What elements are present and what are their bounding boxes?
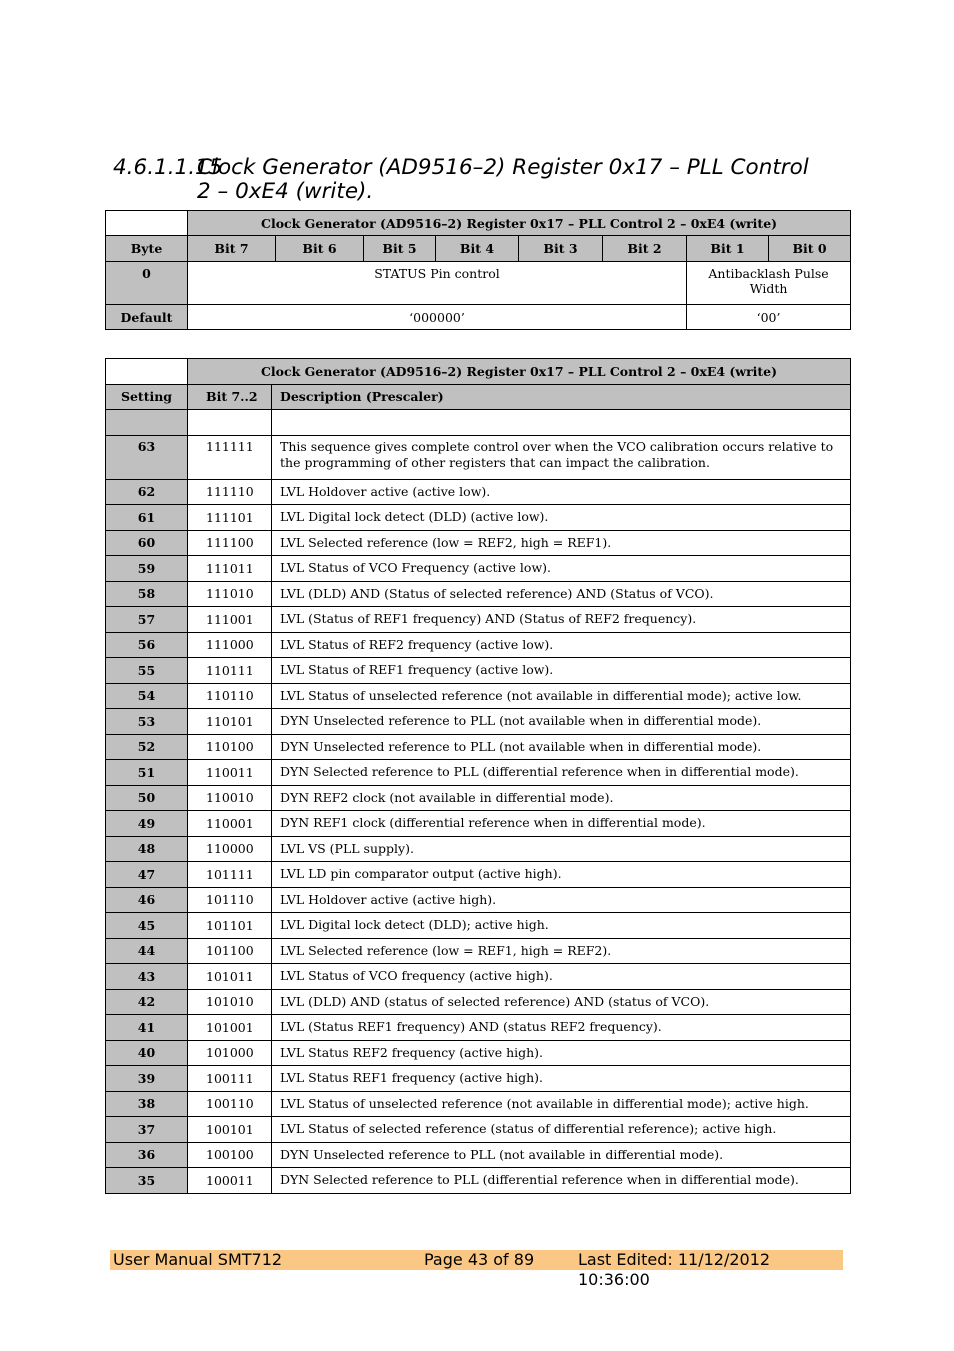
setting-value: 52 (106, 734, 188, 760)
description-text: LVL VS (PLL supply). (272, 836, 851, 862)
bit-header: Bit 4 (436, 236, 519, 262)
bits-header: Bit 7..2 (188, 384, 272, 410)
setting-value: 53 (106, 709, 188, 735)
setting-value: 57 (106, 607, 188, 633)
setting-value: 43 (106, 964, 188, 990)
footer-manual-name: User Manual SMT712 (113, 1250, 283, 1269)
bit-header: Bit 2 (603, 236, 687, 262)
footer-page-number: Page 43 of 89 (424, 1250, 535, 1269)
blank-corner-cell (106, 359, 188, 385)
description-text: DYN Selected reference to PLL (differential reference when in differential mode). (272, 1168, 851, 1194)
status-pin-control-field: STATUS Pin control (188, 262, 687, 305)
description-text: LVL (Status REF1 frequency) AND (status REF2 frequency). (272, 1015, 851, 1041)
empty-cell (188, 410, 272, 436)
bit-pattern: 111000 (188, 632, 272, 658)
description-text: DYN Unselected reference to PLL (not available when in differential mode). (272, 734, 851, 760)
antibacklash-field: Antibacklash Pulse Width (687, 262, 851, 305)
setting-value: 40 (106, 1040, 188, 1066)
section-number: 4.6.1.1.15 (113, 155, 223, 180)
table-row (106, 913, 851, 939)
bit-pattern: 101110 (188, 887, 272, 913)
table-row (106, 760, 851, 786)
setting-value: 59 (106, 556, 188, 582)
setting-header: Setting (106, 384, 188, 410)
bit-pattern: 101111 (188, 862, 272, 888)
setting-value: 42 (106, 989, 188, 1015)
description-text: LVL Status of VCO Frequency (active low). (272, 556, 851, 582)
bit-pattern: 110101 (188, 709, 272, 735)
footer-last-edited: Last Edited: 11/12/2012 10:36:00 (578, 1250, 771, 1289)
table-row (106, 785, 851, 811)
description-text: LVL Status of REF1 frequency (active low). (272, 658, 851, 684)
table-row (106, 1142, 851, 1168)
table-row (106, 1168, 851, 1194)
bit-pattern: 111110 (188, 479, 272, 505)
bit-pattern: 110111 (188, 658, 272, 684)
table-row (106, 836, 851, 862)
bit-header: Bit 7 (188, 236, 276, 262)
default-label: Default (106, 305, 188, 330)
table-row (106, 530, 851, 556)
setting-value: 61 (106, 505, 188, 531)
description-text: LVL Holdover active (active low). (272, 479, 851, 505)
bit-header: Bit 5 (364, 236, 436, 262)
table-row (106, 556, 851, 582)
table-row (106, 581, 851, 607)
setting-value: 41 (106, 1015, 188, 1041)
setting-value: 60 (106, 530, 188, 556)
description-text: LVL Status REF1 frequency (active high). (272, 1066, 851, 1092)
description-text: LVL Status of REF2 frequency (active low). (272, 632, 851, 658)
table-row (106, 734, 851, 760)
empty-cell (272, 410, 851, 436)
setting-value: 62 (106, 479, 188, 505)
setting-value: 37 (106, 1117, 188, 1143)
bit-pattern: 110110 (188, 683, 272, 709)
empty-setting-cell (106, 410, 188, 436)
description-text: LVL Selected reference (low = REF1, high = REF2). (272, 938, 851, 964)
description-text: This sequence gives complete control over when the VCO calibration occurs relative to the programming of other registers that can impact the calibration. (272, 435, 851, 479)
blank-corner-cell (106, 211, 188, 236)
table-row (106, 505, 851, 531)
setting-value: 38 (106, 1091, 188, 1117)
bit-header: Bit 3 (519, 236, 603, 262)
description-text: DYN Unselected reference to PLL (not available in differential mode). (272, 1142, 851, 1168)
bit-pattern: 101011 (188, 964, 272, 990)
default-value-antibacklash: ‘00’ (687, 305, 851, 330)
table-row (106, 989, 851, 1015)
description-text: LVL Status of unselected reference (not available in differential mode); active high. (272, 1091, 851, 1117)
setting-value: 55 (106, 658, 188, 684)
description-text: LVL Status of selected reference (status of differential reference); active high. (272, 1117, 851, 1143)
setting-value: 56 (106, 632, 188, 658)
table-row (106, 811, 851, 837)
bit-pattern: 101000 (188, 1040, 272, 1066)
table-row (106, 607, 851, 633)
table2-title: Clock Generator (AD9516–2) Register 0x17 – PLL Control 2 – 0xE4 (write) (188, 359, 851, 385)
table-row (106, 658, 851, 684)
bit-pattern: 111111 (188, 435, 272, 479)
bit-pattern: 111011 (188, 556, 272, 582)
setting-value: 35 (106, 1168, 188, 1194)
heading-line-1: Clock Generator (AD9516–2) Register 0x17 – PLL Control (197, 155, 809, 180)
setting-value: 47 (106, 862, 188, 888)
bit-header: Bit 6 (276, 236, 364, 262)
setting-value: 48 (106, 836, 188, 862)
table-row (106, 435, 851, 479)
description-text: LVL Status REF2 frequency (active high). (272, 1040, 851, 1066)
bit-pattern: 101010 (188, 989, 272, 1015)
bit-pattern: 100100 (188, 1142, 272, 1168)
bit-pattern: 100101 (188, 1117, 272, 1143)
page-footer (110, 1250, 843, 1289)
description-text: DYN Selected reference to PLL (differential reference when in differential mode). (272, 760, 851, 786)
table-row (106, 1015, 851, 1041)
description-text: LVL Digital lock detect (DLD); active high. (272, 913, 851, 939)
bit-pattern: 100110 (188, 1091, 272, 1117)
bit-pattern: 101001 (188, 1015, 272, 1041)
description-text: LVL (Status of REF1 frequency) AND (Status of REF2 frequency). (272, 607, 851, 633)
table-row (106, 938, 851, 964)
table-row (106, 887, 851, 913)
bit-pattern: 100011 (188, 1168, 272, 1194)
table-row (106, 1066, 851, 1092)
bit-header: Bit 1 (687, 236, 769, 262)
description-text: LVL (DLD) AND (Status of selected reference) AND (Status of VCO). (272, 581, 851, 607)
heading-line-2: 2 – 0xE4 (write). (197, 179, 374, 204)
bit-pattern: 110001 (188, 811, 272, 837)
table-row (106, 632, 851, 658)
bit-header: Bit 0 (769, 236, 851, 262)
description-text: LVL (DLD) AND (status of selected reference) AND (status of VCO). (272, 989, 851, 1015)
byte-header: Byte (106, 236, 188, 262)
description-text: LVL Holdover active (active high). (272, 887, 851, 913)
description-text: LVL Status of unselected reference (not available in differential mode); active low. (272, 683, 851, 709)
register-bit-table (105, 210, 851, 330)
setting-value: 49 (106, 811, 188, 837)
setting-value: 46 (106, 887, 188, 913)
description-text: DYN Unselected reference to PLL (not available when in differential mode). (272, 709, 851, 735)
bit-pattern: 110011 (188, 760, 272, 786)
table-row (106, 479, 851, 505)
setting-value: 51 (106, 760, 188, 786)
bit-pattern: 101100 (188, 938, 272, 964)
description-text: LVL Digital lock detect (DLD) (active low). (272, 505, 851, 531)
bit-pattern: 110100 (188, 734, 272, 760)
bit-pattern: 110010 (188, 785, 272, 811)
bit-pattern: 101101 (188, 913, 272, 939)
byte-index: 0 (106, 262, 188, 305)
description-text: DYN REF1 clock (differential reference when in differential mode). (272, 811, 851, 837)
description-text: LVL Status of VCO frequency (active high). (272, 964, 851, 990)
setting-value: 50 (106, 785, 188, 811)
bit-pattern: 111100 (188, 530, 272, 556)
table-row (106, 683, 851, 709)
description-text: LVL LD pin comparator output (active high). (272, 862, 851, 888)
table1-title: Clock Generator (AD9516–2) Register 0x17 – PLL Control 2 – 0xE4 (write) (188, 211, 851, 236)
bit-pattern: 111010 (188, 581, 272, 607)
bit-pattern: 111001 (188, 607, 272, 633)
bit-pattern: 100111 (188, 1066, 272, 1092)
description-text: LVL Selected reference (low = REF2, high = REF1). (272, 530, 851, 556)
default-value-status: ‘000000’ (188, 305, 687, 330)
setting-value: 45 (106, 913, 188, 939)
setting-value: 36 (106, 1142, 188, 1168)
setting-value: 39 (106, 1066, 188, 1092)
table-row (106, 1091, 851, 1117)
section-heading (113, 156, 845, 204)
setting-value: 63 (106, 435, 188, 479)
setting-value: 44 (106, 938, 188, 964)
description-header: Description (Prescaler) (272, 384, 851, 410)
table-row (106, 862, 851, 888)
bit-pattern: 111101 (188, 505, 272, 531)
table-row (106, 964, 851, 990)
bit-pattern: 110000 (188, 836, 272, 862)
description-text: DYN REF2 clock (not available in differential mode). (272, 785, 851, 811)
table-row (106, 1040, 851, 1066)
table-row (106, 709, 851, 735)
setting-value: 58 (106, 581, 188, 607)
table-row (106, 1117, 851, 1143)
setting-description-table (105, 358, 851, 1194)
setting-value: 54 (106, 683, 188, 709)
